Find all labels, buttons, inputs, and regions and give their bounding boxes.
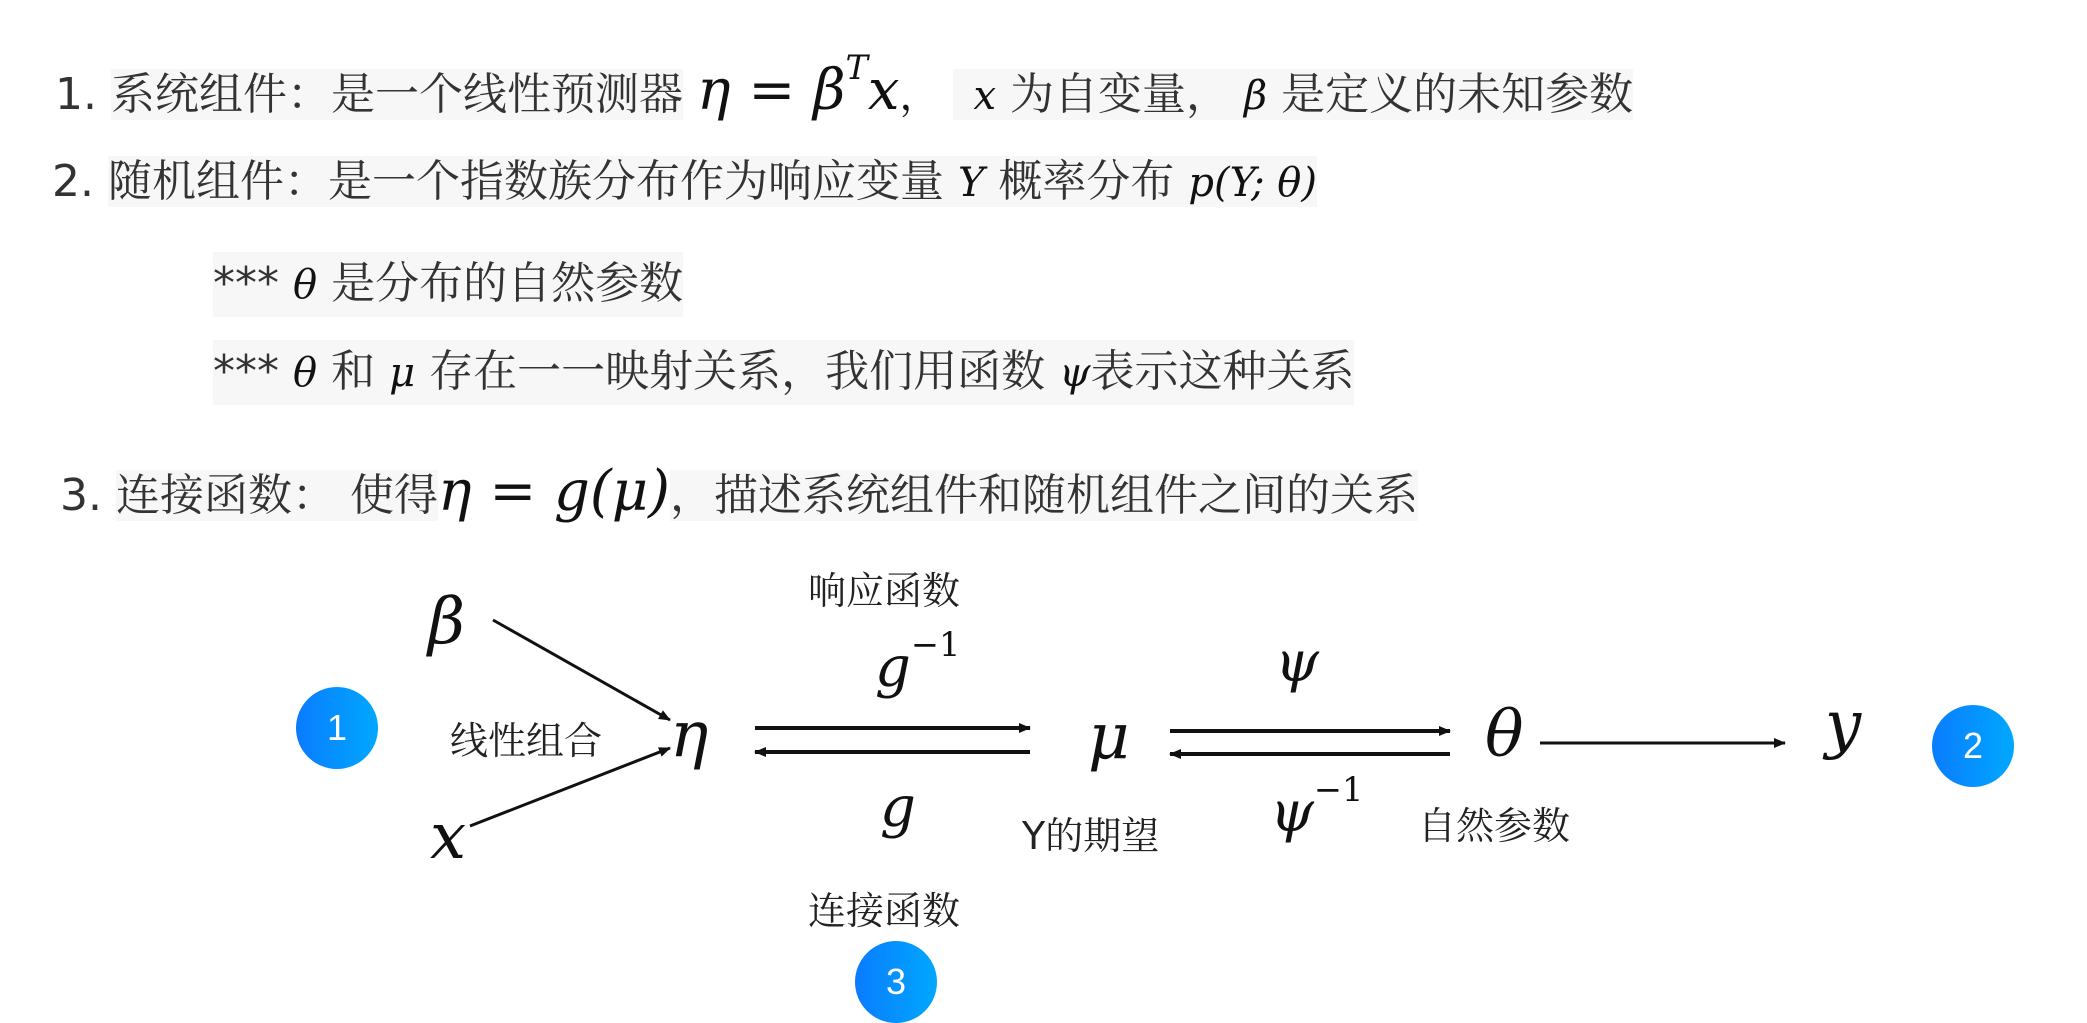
note-1-theta: θ [293,262,318,308]
item-2-number: 2. [52,156,94,207]
item-2-desc: 概率分布 [998,156,1175,207]
badge-3[interactable]: 3 [855,941,937,1023]
note-2-mu: μ [389,350,416,396]
node-y: y [1825,688,1862,762]
item-3-label: 连接函数： 使得 [115,470,438,521]
var-beta: β [1244,73,1268,120]
arrow-beta-eta [493,620,670,720]
node-beta: β [428,585,465,659]
desc-beta: 是定义的未知参数 [1281,69,1634,121]
node-eta: η [670,698,709,772]
label-g-inverse: $g^{-1}$ [875,625,961,701]
badge-2[interactable]: 2 [1932,705,2014,787]
note-2-and: 和 [331,346,376,397]
label-response-function: 响应函数 [808,569,961,613]
item-2-label: 随机组件：是一个指数族分布作为响应变量 [107,156,944,207]
item-3-formula: η = g(μ) [437,459,670,524]
note-1-text: 是分布的自然参数 [331,258,684,309]
note-2-text: 存在一一映射关系，我们用函数 [429,346,1046,397]
node-x: x [430,800,467,874]
desc-x: 为自变量， [1010,69,1231,121]
node-mu: μ [1088,700,1130,774]
label-psi-inverse: $\psi^{-1}$ [1270,770,1364,846]
label-g: g [880,775,916,840]
label-psi: ψ [1275,630,1319,695]
label-linear-combination: 线性组合 [450,719,603,763]
note-2-text2: 表示这种关系 [1090,346,1355,397]
label-link-function: 连接函数 [808,889,961,933]
item-1-label: 系统组件：是一个线性预测器 [110,69,683,121]
item-2-formula: p(Y; θ) [1188,160,1317,206]
var-x: x [973,73,997,120]
note-2-theta: θ [293,350,318,396]
item-3-number: 3. [60,470,102,521]
note-2-psi: ψ [1059,350,1091,396]
node-theta: θ [1485,698,1524,772]
note-1-prefix: *** [213,258,279,309]
label-natural-param: 自然参数 [1418,804,1571,848]
var-Y: Y [957,160,985,206]
label-expectation: Y的期望 [1022,814,1160,858]
item-1-formula: $\eta = \beta^Tx$， [696,48,940,124]
item-1-number: 1. [55,69,97,121]
item-3-desc: ，描述系统组件和随机组件之间的关系 [670,470,1418,521]
note-2-prefix: *** [213,346,279,397]
badge-1[interactable]: 1 [296,687,378,769]
